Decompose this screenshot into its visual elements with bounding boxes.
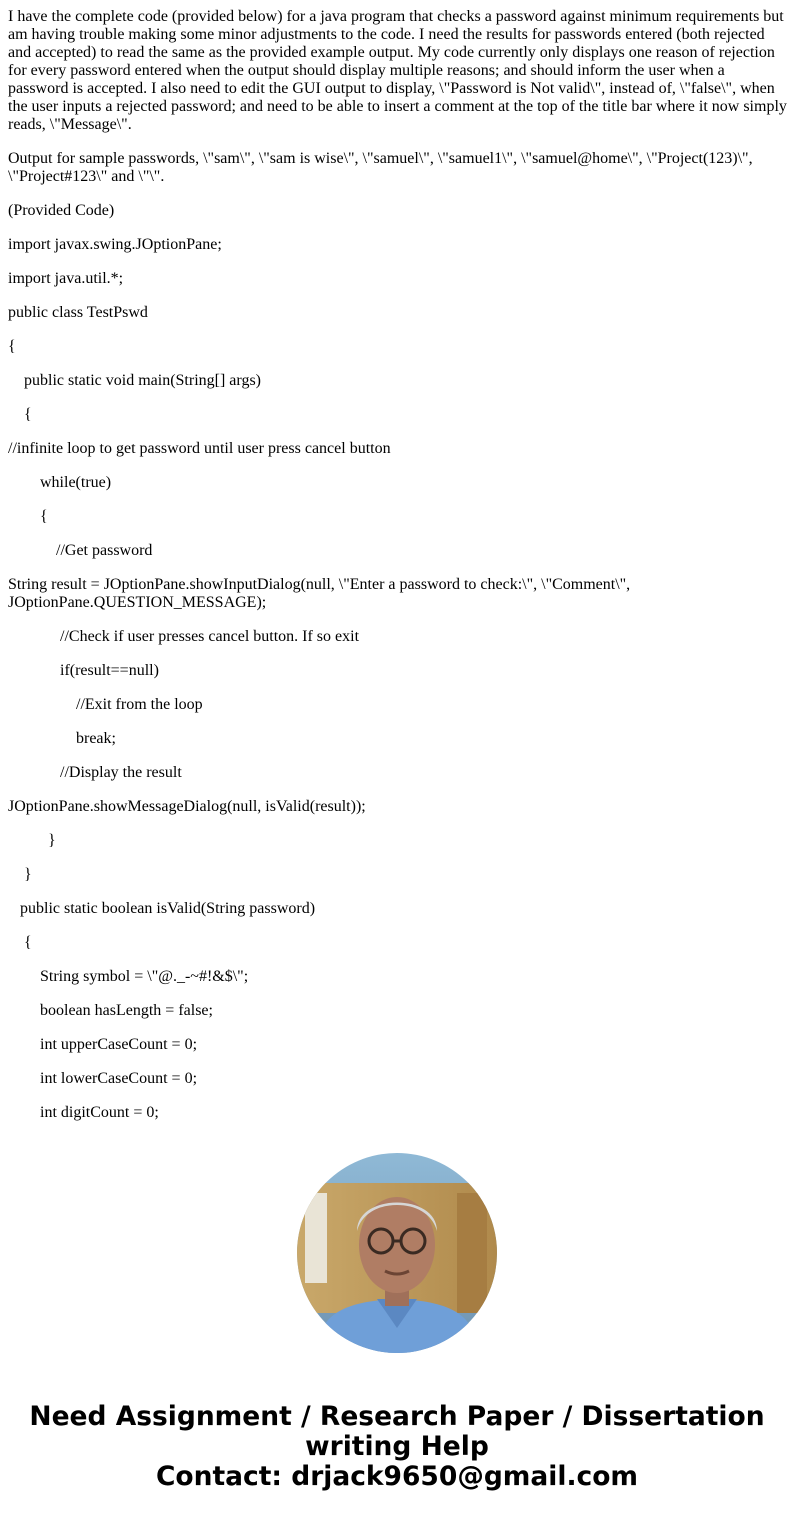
promo-line-2: writing Help	[305, 1431, 489, 1462]
promo-contact: Contact: drjack9650@gmail.com	[155, 1461, 639, 1492]
code-line: int upperCaseCount = 0;	[8, 1036, 198, 1053]
avatar-portrait	[297, 1153, 497, 1353]
code-line: String symbol = \"@._-~#!&$\";	[8, 968, 249, 985]
code-line: //Display the result	[8, 764, 182, 781]
code-line: {	[8, 338, 16, 355]
code-line: int digitCount = 0;	[8, 1104, 159, 1121]
code-line: JOptionPane.showMessageDialog(null, isValid(result));	[8, 798, 366, 815]
code-line: if(result==null)	[8, 662, 159, 679]
code-line: while(true)	[8, 474, 112, 491]
code-line: {	[8, 508, 48, 525]
code-line: //infinite loop to get password until user press cancel button	[8, 440, 391, 457]
code-line: }	[8, 866, 32, 883]
code-line: {	[8, 406, 32, 423]
avatar	[297, 1153, 497, 1353]
promo-banner	[0, 1402, 794, 1492]
code-line: public static void main(String[] args)	[8, 372, 261, 389]
paragraph-provided-code: (Provided Code)	[8, 202, 115, 219]
code-line: public static boolean isValid(String password)	[8, 900, 316, 917]
code-line: //Get password	[8, 542, 153, 559]
code-line: import javax.swing.JOptionPane;	[8, 236, 222, 253]
code-line: boolean hasLength = false;	[8, 1002, 213, 1019]
code-line: int lowerCaseCount = 0;	[8, 1070, 198, 1087]
question-body	[8, 8, 791, 1138]
paragraph-intro: I have the complete code (provided below) for a java program that checks a password against minimum requirements but am having trouble making some minor adjustments to the code. I need the results for passwords entered (both rejected and accepted) to read the same as the provided example output. My code currently only displays one reason of rejection for every password entered when the output should display multiple reasons; and should inform the user when a password is accepted. I also need to edit the GUI output to display, \"Password is Not valid\", instead of, \"false\", when the user inputs a rejected password; and need to be able to insert a comment at the top of the title bar where it now simply reads, \"Message\".	[8, 8, 791, 133]
code-line: }	[8, 832, 56, 849]
paragraph-sample-output: Output for sample passwords, \"sam\", \"sam is wise\", \"samuel\", \"samuel1\", \"samuel@home\", \"Project(123)\", \"Project#123\" and \"\".	[8, 150, 757, 185]
code-line: //Exit from the loop	[8, 696, 203, 713]
code-line: String result = JOptionPane.showInputDialog(null, \"Enter a password to check:\", \"Comment\", JOptionPane.QUESTION_MESSAGE);	[8, 576, 635, 611]
code-line: //Check if user presses cancel button. If so exit	[8, 628, 360, 645]
code-line: import java.util.*;	[8, 270, 124, 287]
promo-line-1: Need Assignment / Research Paper / Dissertation	[29, 1401, 765, 1432]
code-line: break;	[8, 730, 116, 747]
code-line: public class TestPswd	[8, 304, 148, 321]
code-line: {	[8, 934, 32, 951]
